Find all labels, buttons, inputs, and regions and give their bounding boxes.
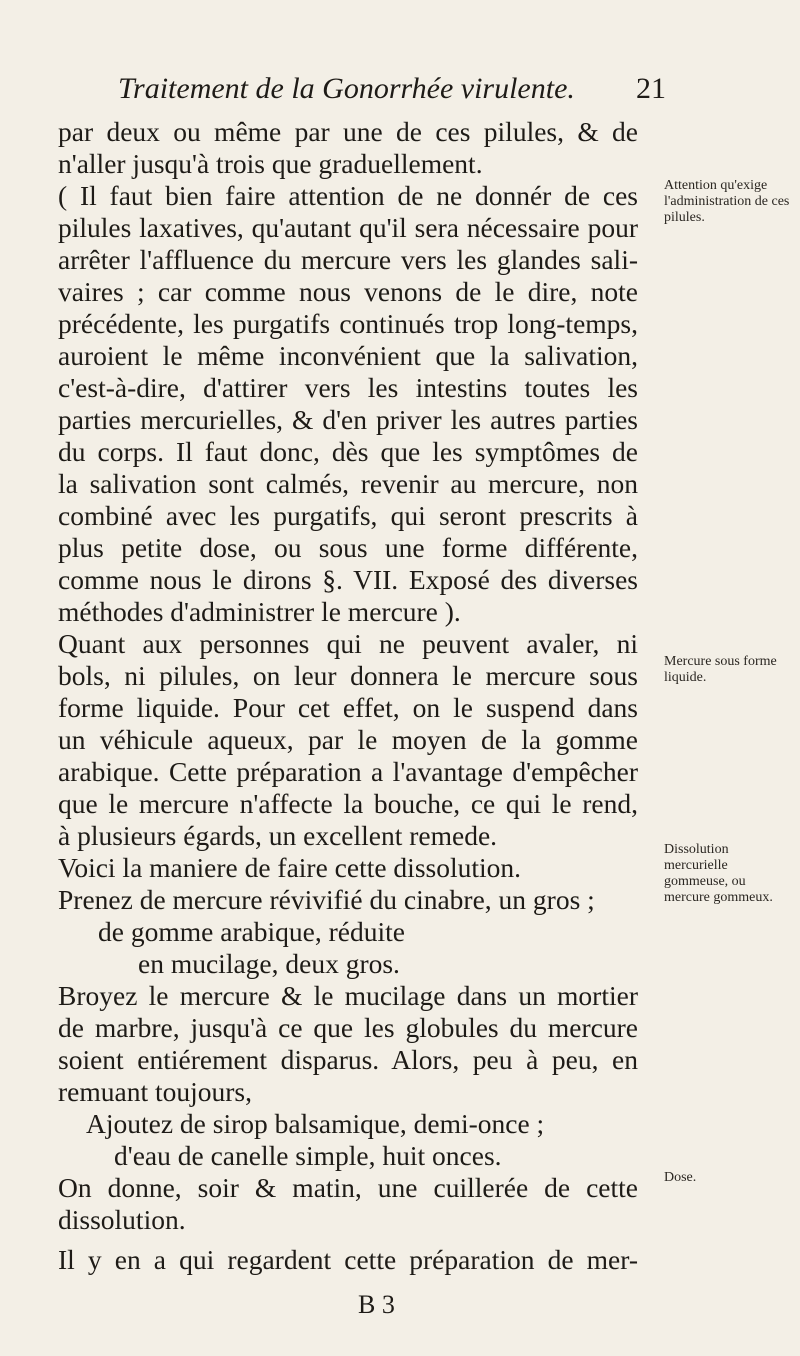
recipe-line: Ajoutez de sirop balsamique, demi-once ; [86, 1108, 545, 1139]
text-line: n'aller jusqu'à trois que graduellement. [58, 148, 483, 179]
margin-note-liquid-mercury: Mercure sous forme liquide. [664, 654, 777, 685]
text-line: un véhicule aqueux, par le moyen de la gomme [58, 724, 638, 755]
text-line: Quant aux personnes qui ne peuvent avaler, ni [58, 628, 638, 659]
text-line: auroient le même inconvénient que la salivation, [58, 340, 638, 371]
text-line: la salivation sont calmés, revenir au mercure, non [58, 468, 638, 499]
text-line: On donne, soir & matin, une cuillerée de cette [58, 1172, 638, 1203]
margin-note-attention: Attention qu'exige l'administration de ces pilules. [664, 178, 790, 225]
text-line: remuant toujours, [58, 1076, 252, 1107]
text-line: méthodes d'administrer le mercure ). [58, 596, 461, 627]
text-line: dissolution. [58, 1204, 186, 1235]
text-line: arrêter l'affluence du mercure vers les glandes sali- [58, 244, 638, 275]
text-line: plus petite dose, ou sous une forme différente, [58, 532, 638, 563]
recipe-line: Prenez de mercure révivifié du cinabre, un gros ; [58, 884, 595, 915]
running-title: Traitement de la Gonorrhée virulente. [118, 72, 575, 105]
margin-note-dose: Dose. [664, 1170, 697, 1185]
text-line: c'est-à-dire, d'attirer vers les intestins toutes les [58, 372, 638, 403]
recipe-line: d'eau de canelle simple, huit onces. [114, 1140, 502, 1171]
text-line: du corps. Il faut donc, dès que les symptômes de [58, 436, 638, 467]
text-line: forme liquide. Pour cet effet, on le suspend dans [58, 692, 638, 723]
text-line: parties mercurielles, & d'en priver les autres parties [58, 404, 638, 435]
recipe-line: en mucilage, deux gros. [138, 948, 400, 979]
text-line: Broyez le mercure & le mucilage dans un mortier [58, 980, 638, 1011]
text-line: arabique. Cette préparation a l'avantage d'empêcher [58, 756, 638, 787]
text-line: vaires ; car comme nous venons de le dire, note [58, 276, 638, 307]
text-line: combiné avec les purgatifs, qui seront prescrits à [58, 500, 638, 531]
signature-mark: B 3 [358, 1290, 395, 1319]
recipe-line: de gomme arabique, réduite [98, 916, 405, 947]
text-line: Il y en a qui regardent cette préparation de mer- [58, 1244, 638, 1275]
text-line: précédente, les purgatifs continués trop long-temps, [58, 308, 638, 339]
page-header [0, 72, 800, 112]
text-line: ( Il faut bien faire attention de ne donnér de ces [58, 180, 638, 211]
page-number: 21 [636, 72, 666, 105]
text-line: de marbre, jusqu'à ce que les globules du mercure [58, 1012, 638, 1043]
text-line: que le mercure n'affecte la bouche, ce qui le rend, [58, 788, 638, 819]
text-line: pilules laxatives, qu'autant qu'il sera nécessaire pour [58, 212, 638, 243]
text-line: à plusieurs égards, un excellent remede. [58, 820, 498, 851]
text-line: comme nous le dirons §. VII. Exposé des diverses [58, 564, 638, 595]
text-line: bols, ni pilules, on leur donnera le mercure sous [58, 660, 638, 691]
text-line: soient entiérement disparus. Alors, peu à peu, en [58, 1044, 638, 1075]
margin-note-dissolution: Dissolution mercurielle gommeuse, ou mercure gommeux. [664, 842, 773, 905]
text-line: Voici la maniere de faire cette dissolution. [58, 852, 522, 883]
text-line: par deux ou même par une de ces pilules, & de [58, 116, 638, 147]
